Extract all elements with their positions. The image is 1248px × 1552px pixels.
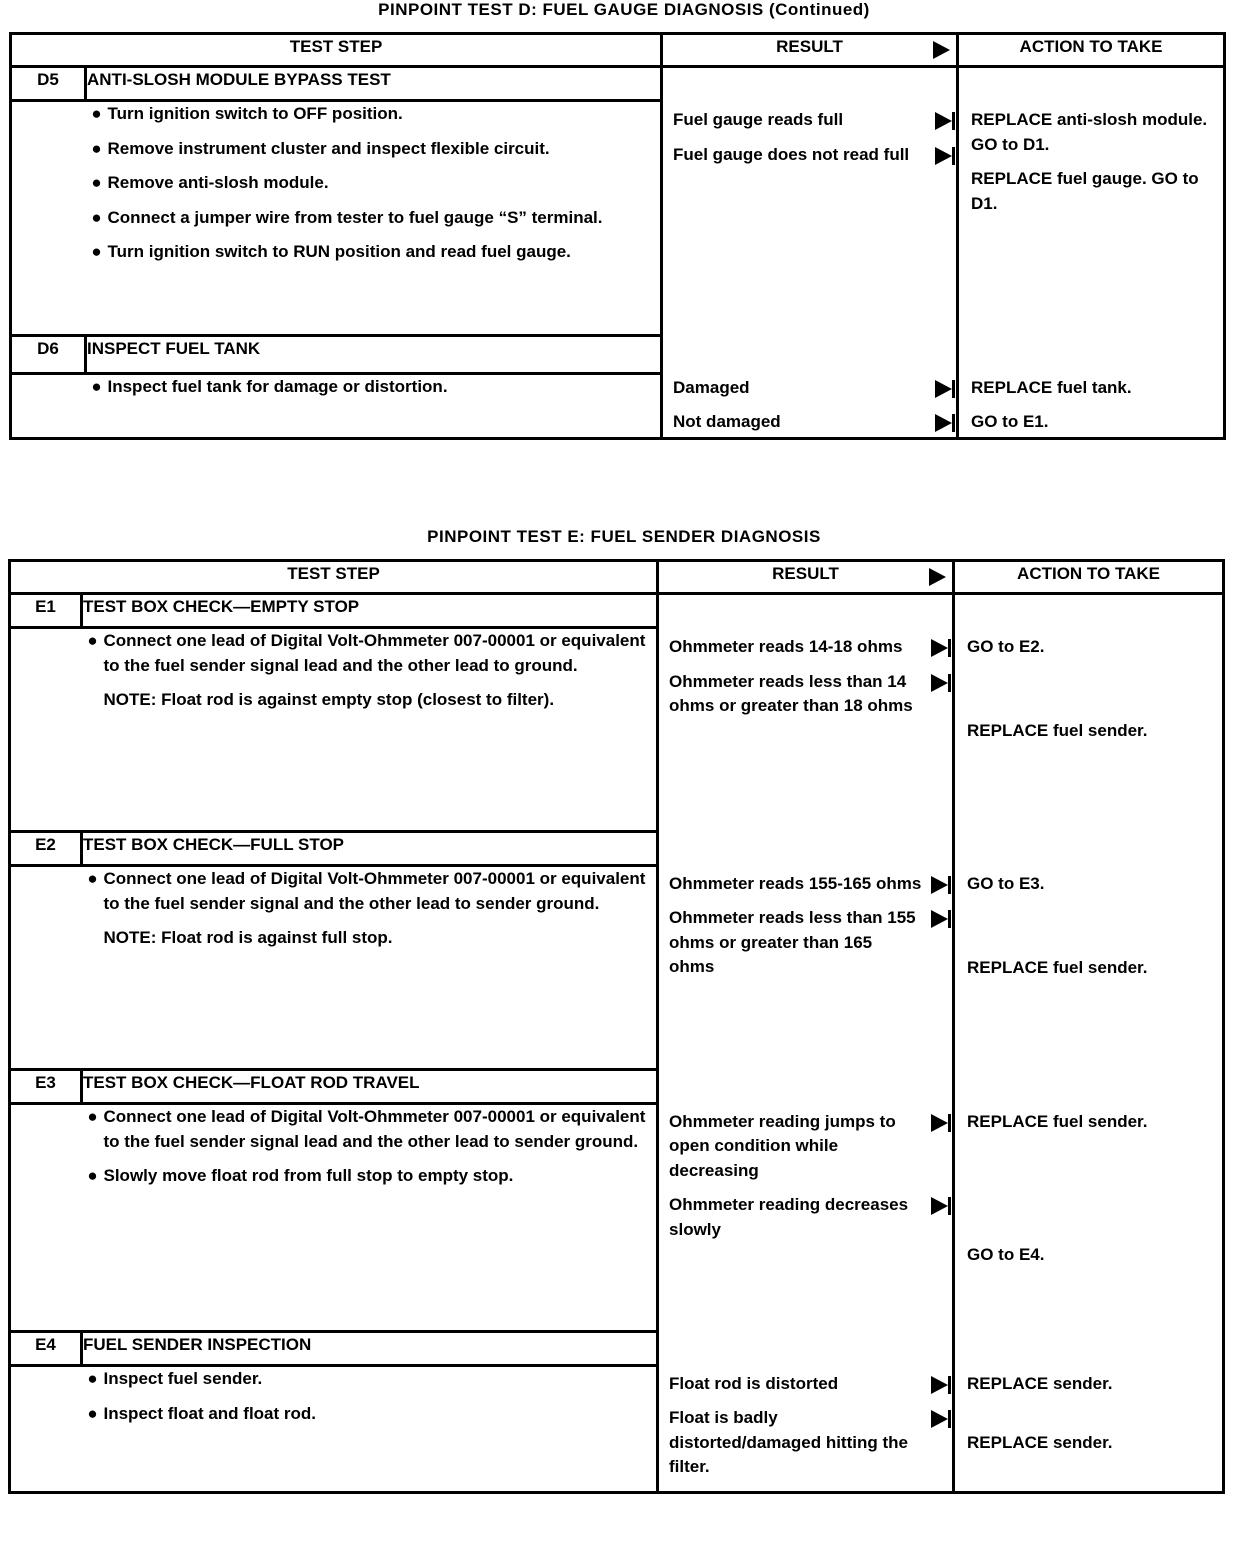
action-item: REPLACE fuel tank. bbox=[971, 377, 1132, 397]
action-cell bbox=[958, 67, 1225, 336]
step-instructions bbox=[86, 101, 662, 336]
result-item: Ohmmeter reading jumps to open condition while decreasing bbox=[659, 1110, 952, 1194]
instruction-item: ● Turn ignition switch to OFF position. bbox=[86, 102, 661, 127]
arrow-right-icon bbox=[931, 1197, 948, 1215]
instruction-item: ● Inspect fuel tank for damage or distortion. bbox=[86, 375, 661, 400]
step-instructions bbox=[82, 866, 658, 1070]
action-item: REPLACE sender. bbox=[967, 1373, 1113, 1393]
instruction-item: ● Remove instrument cluster and inspect flexible circuit. bbox=[86, 137, 661, 162]
step-title-row bbox=[10, 1332, 1224, 1366]
result-cell bbox=[658, 1070, 954, 1332]
step-note: NOTE: Float rod is against full stop. bbox=[103, 928, 393, 947]
result-cell bbox=[662, 67, 958, 336]
instruction-item: ● Inspect float and float rod. bbox=[82, 1402, 657, 1427]
arrow-right-icon bbox=[931, 876, 948, 894]
result-item: Float is badly distorted/damaged hitting the filter. bbox=[659, 1406, 952, 1482]
header-row bbox=[11, 34, 1225, 67]
action-item: GO to E2. bbox=[967, 637, 1045, 656]
header-test-step: TEST STEP bbox=[11, 34, 662, 67]
result-item: Ohmmeter reads less than 14 ohms or greater than 18 ohms bbox=[659, 670, 952, 729]
action-item: REPLACE anti-slosh module. GO to D1. bbox=[971, 110, 1208, 154]
action-item: REPLACE fuel sender. bbox=[967, 721, 1148, 740]
test-e-title: PINPOINT TEST E: FUEL SENDER DIAGNOSIS bbox=[427, 527, 821, 546]
bullet-icon: ● bbox=[87, 1107, 98, 1126]
result-cell bbox=[662, 336, 958, 439]
step-id: D6 bbox=[11, 336, 86, 374]
bullet-icon: ● bbox=[87, 631, 98, 650]
result-item: Ohmmeter reads 155-165 ohms bbox=[659, 872, 952, 907]
step-id-spacer bbox=[10, 1366, 82, 1493]
bullet-icon: ● bbox=[91, 207, 102, 227]
step-id-spacer bbox=[10, 866, 82, 1070]
step-instructions bbox=[82, 628, 658, 832]
header-row bbox=[10, 561, 1224, 594]
instruction-item: ● Connect a jumper wire from tester to fuel gauge “S” terminal. bbox=[86, 206, 661, 231]
step-id: E3 bbox=[10, 1070, 82, 1104]
arrow-right-icon bbox=[931, 639, 948, 657]
header-result: RESULT bbox=[658, 561, 954, 594]
step-id: E2 bbox=[10, 832, 82, 866]
step-title: TEST BOX CHECK—FULL STOP bbox=[82, 832, 658, 866]
step-title-row bbox=[11, 336, 1225, 374]
header-result: RESULT bbox=[662, 34, 958, 67]
arrow-right-icon bbox=[931, 910, 948, 928]
action-item: GO to E3. bbox=[967, 873, 1045, 893]
arrow-right-icon bbox=[935, 380, 952, 398]
instruction-item: ● Inspect fuel sender. bbox=[82, 1367, 657, 1392]
result-item: Ohmmeter reads less than 155 ohms or greater than 165 ohms bbox=[659, 906, 952, 990]
step-id: E4 bbox=[10, 1332, 82, 1366]
bullet-icon: ● bbox=[91, 173, 102, 192]
step-title-row bbox=[11, 67, 1225, 101]
instruction-item: ● Connect one lead of Digital Volt-Ohmmeter 007-00001 or equivalent to the fuel sender signal lead and the other lead to ground. bbox=[82, 629, 657, 678]
instruction-item: ● Connect one lead of Digital Volt-Ohmmeter 007-00001 or equivalent to the fuel sender signal lead and the other lead to sender ground. bbox=[82, 1105, 657, 1154]
step-title-row bbox=[10, 1070, 1224, 1104]
action-cell bbox=[954, 1332, 1224, 1493]
result-cell bbox=[658, 594, 954, 832]
arrow-right-icon bbox=[931, 1114, 948, 1132]
result-item: Fuel gauge reads full bbox=[663, 108, 956, 143]
step-id-spacer bbox=[11, 101, 86, 336]
arrow-right-icon bbox=[929, 568, 946, 586]
step-title-row bbox=[10, 832, 1224, 866]
bullet-icon: ● bbox=[91, 242, 102, 261]
bullet-icon: ● bbox=[87, 1369, 98, 1388]
action-item: GO to E4. bbox=[967, 1244, 1045, 1264]
action-item: REPLACE sender. bbox=[967, 1432, 1113, 1452]
arrow-right-icon bbox=[931, 1410, 948, 1428]
result-item: Ohmmeter reading decreases slowly bbox=[659, 1193, 952, 1252]
step-title: ANTI-SLOSH MODULE BYPASS TEST bbox=[86, 67, 662, 101]
bullet-icon: ● bbox=[91, 377, 102, 397]
bullet-icon: ● bbox=[87, 1403, 98, 1423]
test-d-title: PINPOINT TEST D: FUEL GAUGE DIAGNOSIS (Continued) bbox=[378, 0, 870, 19]
header-action: ACTION TO TAKE bbox=[954, 561, 1224, 594]
step-id-spacer bbox=[10, 628, 82, 832]
bullet-icon: ● bbox=[91, 138, 102, 158]
result-cell bbox=[658, 1332, 954, 1493]
header-test-step: TEST STEP bbox=[10, 561, 658, 594]
instruction-item: ● Remove anti-slosh module. bbox=[86, 171, 661, 196]
test-d-table bbox=[9, 32, 1226, 440]
step-title: FUEL SENDER INSPECTION bbox=[82, 1332, 658, 1366]
arrow-right-icon bbox=[935, 147, 952, 165]
action-cell bbox=[954, 1070, 1224, 1332]
action-item: REPLACE fuel sender. bbox=[967, 1111, 1148, 1131]
step-note: NOTE: Float rod is against empty stop (closest to filter). bbox=[103, 690, 555, 709]
instruction-item: ● Slowly move float rod from full stop to empty stop. bbox=[82, 1164, 657, 1189]
arrow-right-icon bbox=[935, 112, 952, 130]
step-title: TEST BOX CHECK—FLOAT ROD TRAVEL bbox=[82, 1070, 658, 1104]
step-instructions bbox=[82, 1104, 658, 1332]
step-id: D5 bbox=[11, 67, 86, 101]
step-title-row bbox=[10, 594, 1224, 628]
step-instructions bbox=[82, 1366, 658, 1493]
result-item: Not damaged bbox=[663, 410, 956, 437]
result-item: Damaged bbox=[663, 376, 956, 411]
action-item: GO to E1. bbox=[971, 412, 1049, 431]
action-cell bbox=[954, 832, 1224, 1070]
instruction-item: ● Turn ignition switch to RUN position and read fuel gauge. bbox=[86, 240, 661, 265]
step-title: INSPECT FUEL TANK bbox=[86, 336, 662, 374]
bullet-icon: ● bbox=[87, 869, 98, 888]
bullet-icon: ● bbox=[87, 1166, 98, 1185]
result-cell bbox=[658, 832, 954, 1070]
step-id-spacer bbox=[11, 374, 86, 438]
action-item: REPLACE fuel sender. bbox=[967, 957, 1148, 977]
result-item: Ohmmeter reads 14-18 ohms bbox=[659, 635, 952, 670]
result-item: Float rod is distorted bbox=[659, 1372, 952, 1407]
arrow-right-icon bbox=[931, 1376, 948, 1394]
step-id-spacer bbox=[10, 1104, 82, 1332]
action-cell bbox=[958, 336, 1225, 439]
action-item: REPLACE fuel gauge. GO to D1. bbox=[971, 169, 1199, 213]
instruction-item: ● Connect one lead of Digital Volt-Ohmmeter 007-00001 or equivalent to the fuel sender signal and the other lead to sender ground. bbox=[82, 867, 657, 916]
action-cell bbox=[954, 594, 1224, 832]
arrow-right-icon bbox=[935, 414, 952, 432]
step-instructions bbox=[86, 374, 662, 438]
header-action: ACTION TO TAKE bbox=[958, 34, 1225, 67]
step-title: TEST BOX CHECK—EMPTY STOP bbox=[82, 594, 658, 628]
result-item: Fuel gauge does not read full bbox=[663, 143, 956, 178]
arrow-right-icon bbox=[931, 674, 948, 692]
step-id: E1 bbox=[10, 594, 82, 628]
arrow-right-icon bbox=[933, 41, 950, 59]
bullet-icon: ● bbox=[91, 104, 102, 123]
test-e-table bbox=[8, 559, 1225, 1494]
